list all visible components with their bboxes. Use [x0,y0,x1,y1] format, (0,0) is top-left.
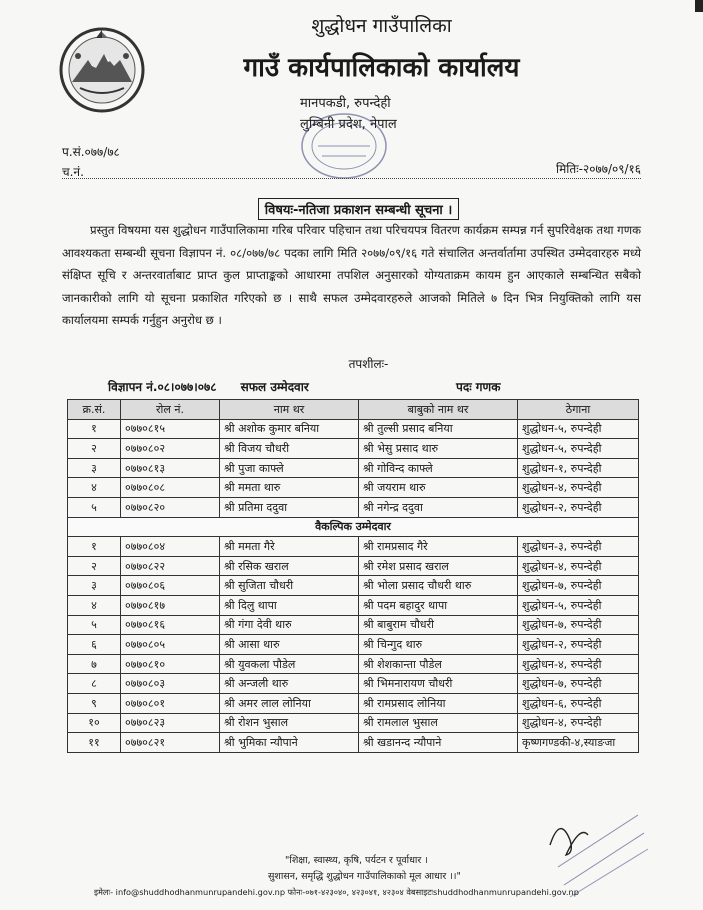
column-header: नाम थर [220,400,359,420]
table-cell: श्री रमेश प्रसाद खराल [359,556,518,576]
table-cell: श्री पदम बहादुर थापा [359,595,518,615]
table-cell: शुद्धोधन-६, रुपन्देही [518,693,639,713]
table-header-row [68,400,639,420]
table-cell: ३ [68,458,121,478]
table-cell: श्री भोला प्रसाद चौधरी थारु [359,576,518,596]
table-cell: श्री जयराम थारु [359,478,518,498]
table-row [68,458,639,478]
table-cell: २ [68,556,121,576]
table-cell: श्री गोविन्द काफ्ले [359,458,518,478]
scan-edge-mark [695,0,703,12]
table-cell: शुद्धोधन-७, रुपन्देही [518,674,639,694]
table-cell: श्री तुल्सी प्रसाद बनिया [359,419,518,439]
details-label: तपशीलः- [348,357,389,371]
table-row [68,674,639,694]
notice-body: प्रस्तुत विषयमा यस शुद्धोधन गाउँपालिकामा गरिब परिवार पहिचान तथा परिचयपत्र वितरण कार्यक्रम सम्पन्न गर्न सुपरिवेक्षक तथा गणक आवश्यकता सम्बन्धी सूचना विज्ञापन नं. ०८/०७७/७८ पदका लागि मिति २०७७/०९/१६ गते संचालित अन्तर्वार्तामा उपस्थित उम्मेदवारहरु मध्ये संक्षिप्त सूचि र अन्तरवार्ताबाट प्राप्त कुल प्राप्ताङ्कको आधारमा तपशिल अनुसारको योग्यताक्रम कायम हुन आएकाले सम्बन्धित सबैको जानकारीको लागि यो सूचना प्रकाशित गरिएको छ । साथै सफल उम्मेदवारहरुले आजको मितिले ७ दिन भित्र नियुक्तिको लागि यस कार्यालयमा सम्पर्क गर्नुहुन अनुरोध छ । [62,223,641,327]
table-cell: श्री रोशन भुसाल [220,713,359,733]
municipality-name: शुद्धोधन गाउँपालिका [311,15,452,37]
table-row [68,654,639,674]
table-cell: श्री चिन्गुद थारु [359,635,518,655]
table-cell: श्री ममता थारु [220,478,359,498]
table-cell: शुद्धोधन-२, रुपन्देही [518,497,639,517]
table-row [68,419,639,439]
table-cell: ०७७०८१७ [121,595,220,615]
table-cell: ०७७०८०३ [121,674,220,694]
table-cell: ७ [68,654,121,674]
table-cell: श्री बाबुराम चौधरी [359,615,518,635]
table-cell: शुद्धोधन-१, रुपन्देही [518,458,639,478]
table-cell: कृष्णगण्डकी-४,स्याङजा [518,733,639,753]
table-cell: ०७७०८२३ [121,713,220,733]
table-cell: श्री अन्जली थारु [220,674,359,694]
notice-date: मितिः-२०७७/०९/१६ [556,162,641,176]
signature-stamp [540,805,650,900]
table-cell: श्री खडानन्द न्यौपाने [359,733,518,753]
table-cell: शुद्धोधन-४, रुपन्देही [518,478,639,498]
address-line-1: मानपकडी, रुपन्देही [300,96,391,111]
table-cell: ०७७०८०५ [121,635,220,655]
table-cell: शुद्धोधन-२, रुपन्देही [518,635,639,655]
dispatch-number: च.नं. [62,165,84,179]
table-cell: ३ [68,576,121,596]
table-cell: ०७७०८०१ [121,693,220,713]
table-cell: शुद्धोधन-४, रुपन्देही [518,654,639,674]
table-cell: श्री रामप्रसाद गैरे [359,537,518,557]
table-cell: ०७७०८०८ [121,478,220,498]
table-row [68,615,639,635]
footer-contact: इमेलः- info@shuddhodhanmunrupandehi.gov.np फोनः-०७१-४२३०४०, ४२३०४१, ४२३०४ वेबसाइटःshuddhodhanmunrupandehi.gov.np [94,887,579,897]
table-cell: ४ [68,478,121,498]
successful-label: सफल उम्मेदवार [240,380,309,394]
table-cell: श्री नगेन्द्र ददुवा [359,497,518,517]
table-cell: ८ [68,674,121,694]
header-divider [62,178,641,179]
table-row [68,635,639,655]
table-cell: शुद्धोधन-५, रुपन्देही [518,595,639,615]
office-name: गाउँ कार्यपालिकाको कार्यालय [243,53,520,83]
table-cell: शुद्धोधन-७, रुपन्देही [518,576,639,596]
table-cell: ११ [68,733,121,753]
table-cell: ०७७०८२१ [121,733,220,753]
table-cell: श्री ममता गैरे [220,537,359,557]
table-cell: ०७७०८१६ [121,615,220,635]
table-cell: शुद्धोधन-४, रुपन्देही [518,713,639,733]
table-cell: श्री भेसु प्रसाद थारु [359,439,518,459]
table-cell: श्री आसा थारु [220,635,359,655]
advert-number: विज्ञापन नं.०८।०७७।०७८ [108,380,217,394]
table-cell: श्री रामलाल भुसाल [359,713,518,733]
table-row [68,576,639,596]
results-table [67,399,639,753]
alternate-heading: वैकल्पिक उम्मेदवार [68,517,639,537]
table-row [68,439,639,459]
table-cell: श्री युवकला पौडेल [220,654,359,674]
table-cell: ९ [68,693,121,713]
section-heading-row [68,517,639,537]
office-round-stamp [298,110,390,182]
table-row [68,595,639,615]
alternate-section [68,517,639,537]
table-cell: ०७७०८०६ [121,576,220,596]
table-cell: श्री रसिक खराल [220,556,359,576]
table-cell: श्री दिलु थापा [220,595,359,615]
table-row [68,713,639,733]
table-row [68,537,639,557]
column-header: बाबुको नाम थर [359,400,518,420]
table-cell: ०७७०८२० [121,497,220,517]
table-row [68,478,639,498]
table-cell: श्री अमर लाल लोनिया [220,693,359,713]
column-header: क्र.सं. [68,400,121,420]
table-cell: शुद्धोधन-७, रुपन्देही [518,615,639,635]
advert-line [108,378,501,395]
table-cell: श्री सुजिता चौधरी [220,576,359,596]
table-cell: शुद्धोधन-५, रुपन्देही [518,439,639,459]
table-cell: ०७७०८१५ [121,419,220,439]
table-cell: १ [68,419,121,439]
table-cell: श्री पुजा काफ्ले [220,458,359,478]
footer-motto-line-2: सुशासन, समृद्धि शुद्धोधन गाउँपालिकाको मूल आधार ।।" [268,871,461,882]
table-cell: श्री भिमनारायण चौधरी [359,674,518,694]
letter-number: प.सं.०७७/७८ [62,145,120,159]
table-cell: शुद्धोधन-४, रुपन्देही [518,556,639,576]
address-line-2: लुम्बिनी प्रदेश, नेपाल [300,117,397,132]
table-cell: २ [68,439,121,459]
table-cell: श्री भुमिका न्यौपाने [220,733,359,753]
table-cell: ०७७०८०२ [121,439,220,459]
footer-motto-line-1: "शिक्षा, स्वास्थ्य, कृषि, पर्यटन र पूर्वाधार । [285,855,428,866]
table-row [68,693,639,713]
table-row [68,556,639,576]
column-header: रोल नं. [121,400,220,420]
table-cell: १० [68,713,121,733]
column-header: ठेगाना [518,400,639,420]
table-cell: श्री शेशकान्ता पौडेल [359,654,518,674]
table-cell: ०७७०८१३ [121,458,220,478]
table-cell: ५ [68,615,121,635]
subject-title: विषयः-नतिजा प्रकाशन सम्बन्धी सूचना । [258,198,460,220]
alternate-rows [68,537,639,753]
table-cell: ०७७०८१० [121,654,220,674]
table-cell: शुद्धोधन-५, रुपन्देही [518,419,639,439]
table-cell: श्री रामप्रसाद लोनिया [359,693,518,713]
table-cell: श्री अशोक कुमार बनिया [220,419,359,439]
subject-box [0,198,703,220]
post-label: पदः गणक [456,380,501,394]
table-cell: ५ [68,497,121,517]
table-cell: श्री विजय चौधरी [220,439,359,459]
successful-rows [68,419,639,517]
table-row [68,733,639,753]
table-cell: ६ [68,635,121,655]
table-cell: ४ [68,595,121,615]
table-cell: शुद्धोधन-३, रुपन्देही [518,537,639,557]
table-cell: ०७७०८०४ [121,537,220,557]
table-row [68,497,639,517]
table-cell: १ [68,537,121,557]
table-cell: श्री प्रतिमा ददुवा [220,497,359,517]
table-cell: ०७७०८२२ [121,556,220,576]
table-cell: श्री गंगा देवी थारु [220,615,359,635]
